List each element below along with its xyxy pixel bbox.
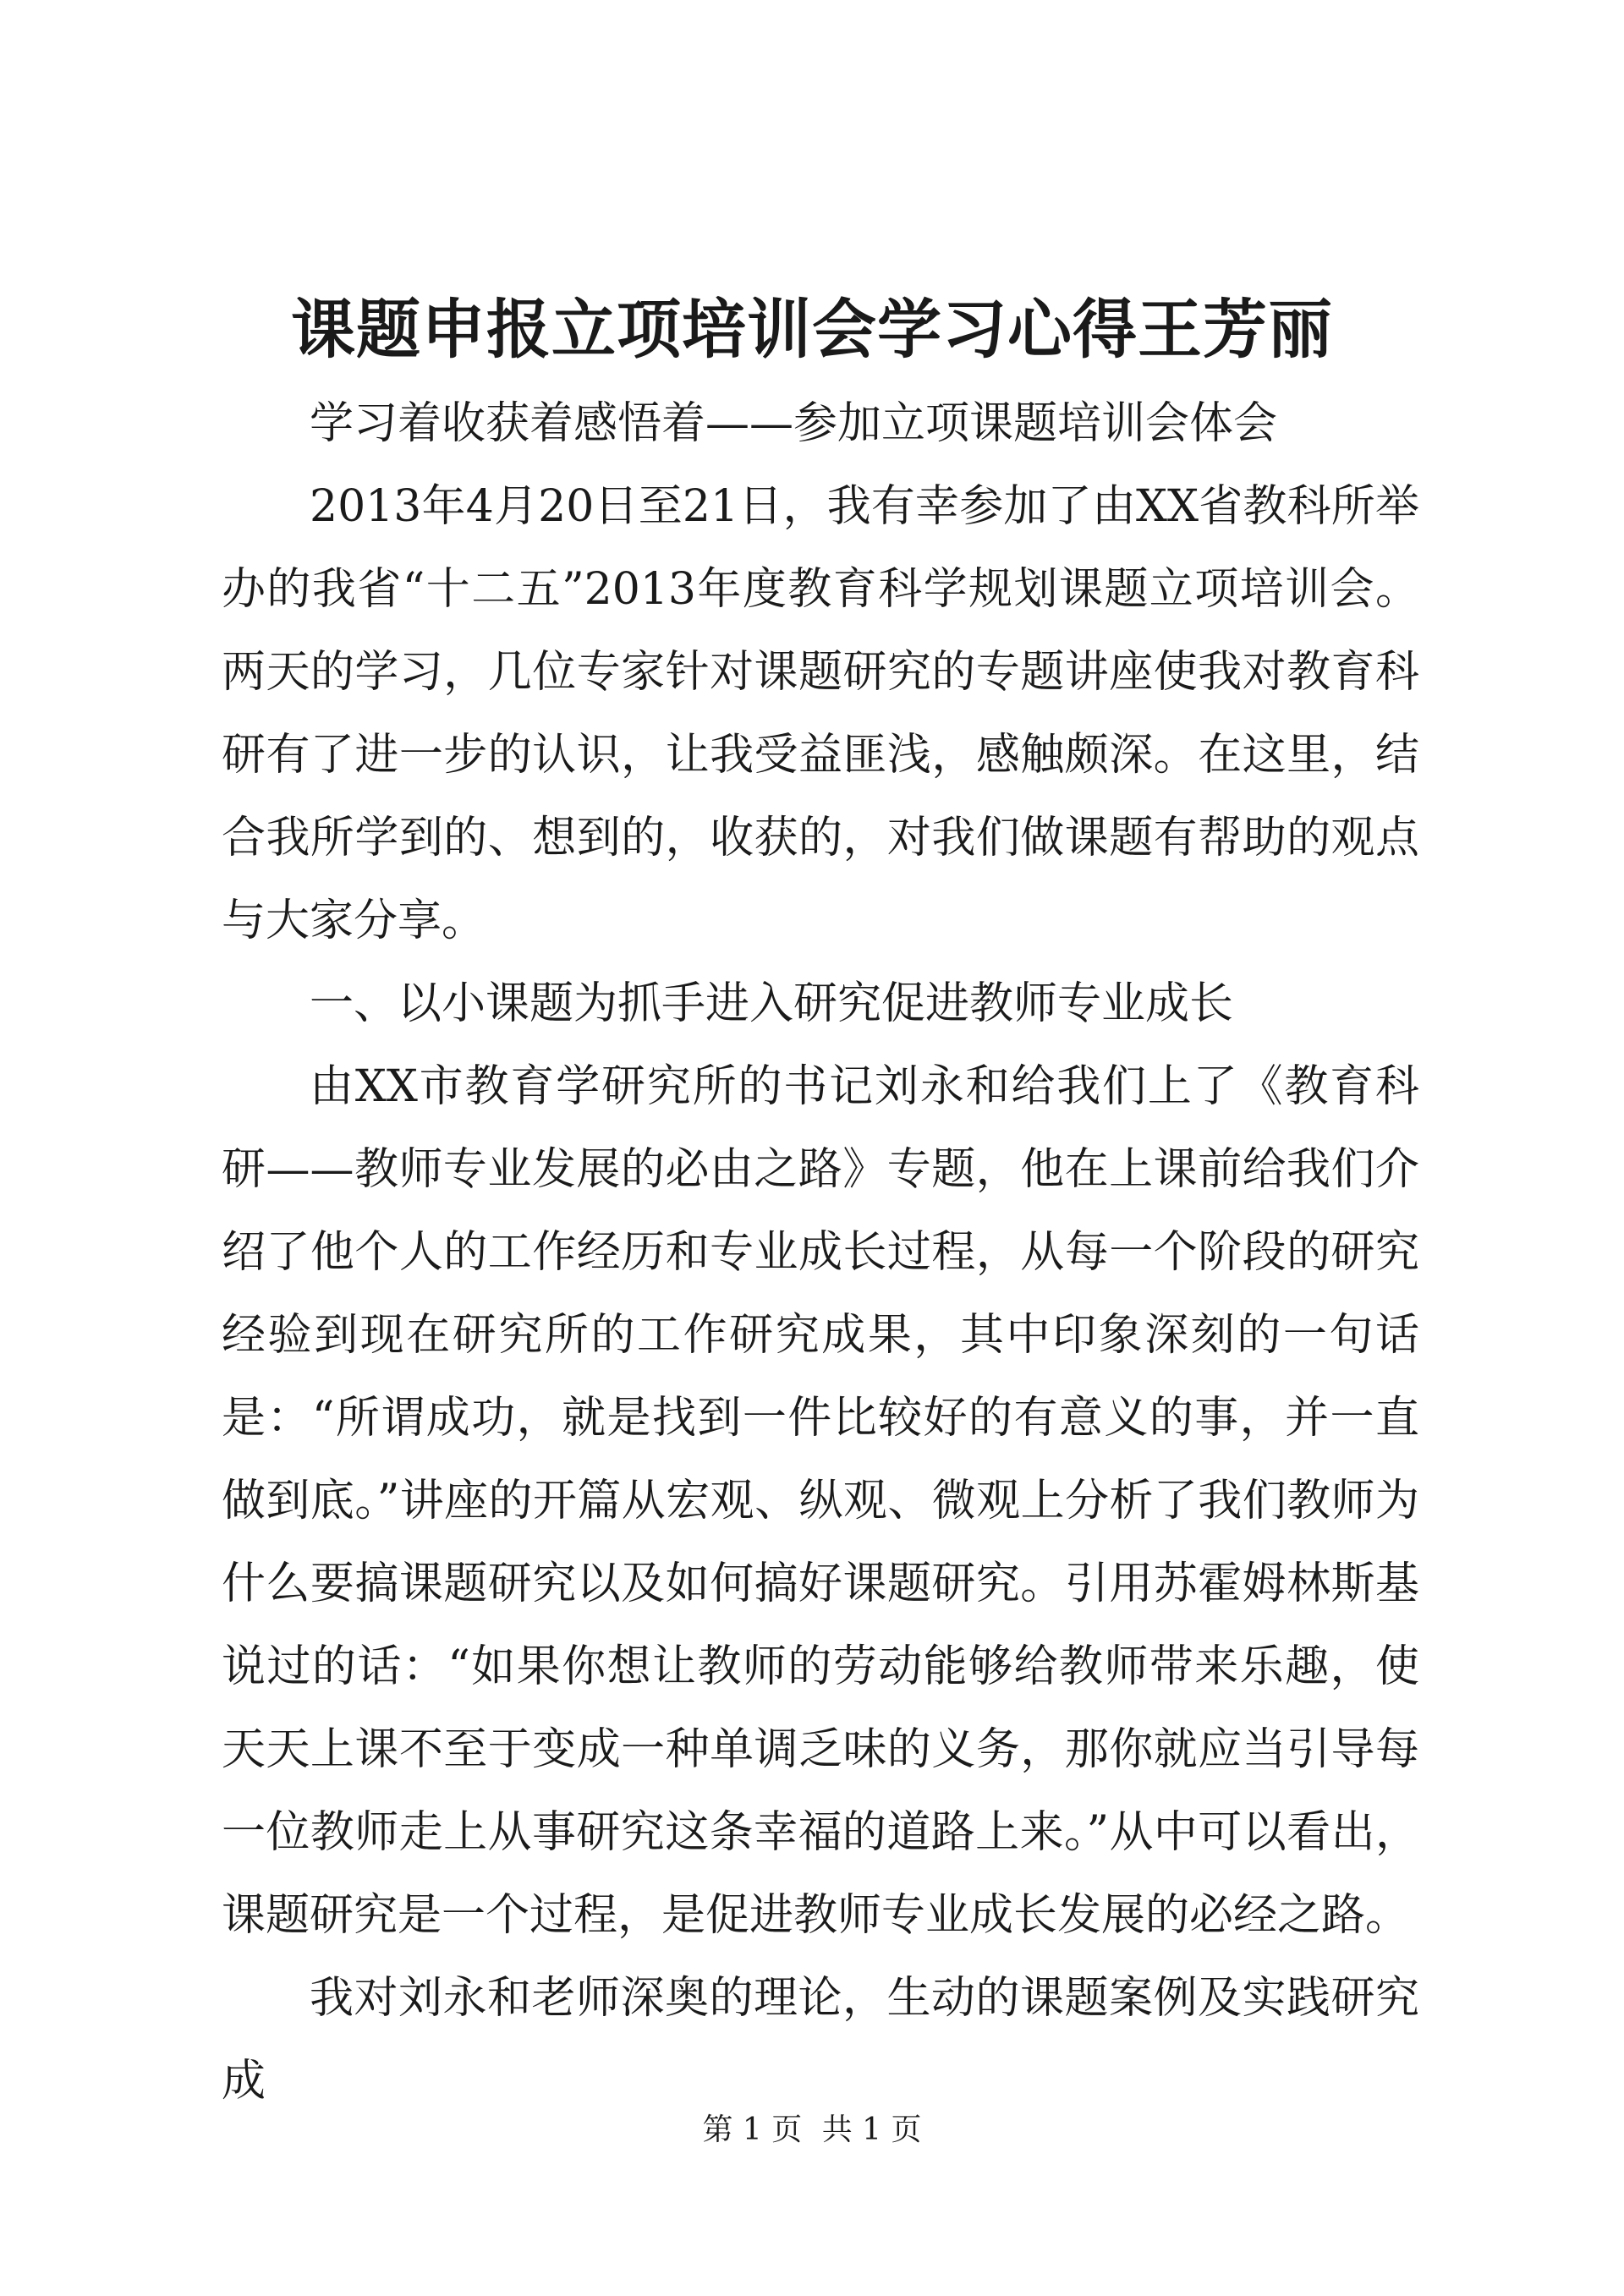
page-footer — [0, 2109, 1624, 2151]
paragraph-continuation: 我对刘永和老师深奥的理论，生动的课题案例及实践研究成 — [222, 1973, 1419, 2107]
page-number: 第 1 页 — [702, 2112, 803, 2147]
document-body — [222, 382, 1419, 2123]
paragraph-intro: 2013年4月20日至21日，我有幸参加了由XX省教科所举办的我省“十二五”2013年度教育科学规划课题立项培训会。两天的学习，几位专家针对课题研究的专题讲座使我对教育科研有了进一步的认识，让我受益匪浅，感触颇深。在这里，结合我所学到的、想到的，收获的，对我们做课题有帮助的观点与大家分享。 — [222, 481, 1419, 946]
document-title: 课题申报立项培训会学习心得王芳丽 — [291, 292, 1333, 367]
section-heading-1: 一、以小课题为抓手进入研究促进教师专业成长 — [310, 978, 1234, 1029]
document-subtitle: 学习着收获着感悟着——参加立项课题培训会体会 — [310, 398, 1278, 449]
paragraph-section-1: 由XX市教育学研究所的书记刘永和给我们上了《教育科研——教师专业发展的必由之路》专题，他在上课前给我们介绍了他个人的工作经历和专业成长过程，从每一个阶段的研究经验到现在研究所的工作研究成果，其中印象深刻的一句话是：“所谓成功，就是找到一件比较好的有意义的事，并一直做到底。”讲座的开篇从宏观、纵观、微观上分析了我们教师为什么要搞课题研究以及如何搞好课题研究。引用苏霍姆林斯基说过的话：“如果你想让教师的劳动能够给教师带来乐趣，使天天上课不至于变成一种单调乏味的义务，那你就应当引导每一位教师走上从事研究这条幸福的道路上来。”从中可以看出，课题研究是一个过程，是促进教师专业成长发展的必经之路。 — [222, 1061, 1419, 1941]
page-total: 共 1 页 — [821, 2112, 922, 2147]
